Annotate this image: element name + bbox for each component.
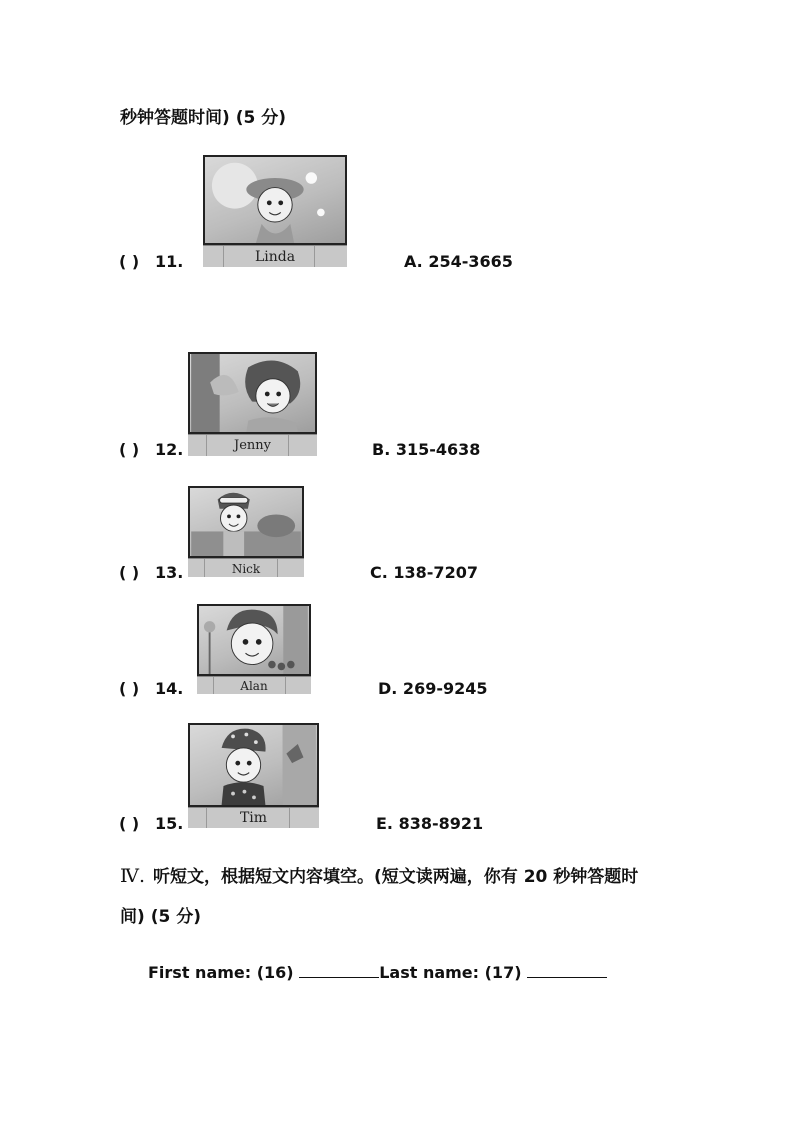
bracket-14: ( ) [119,679,140,698]
last-name-label: Last name: (17) [379,963,522,982]
bracket-12: ( ) [119,440,140,459]
girl-with-hat-illustration [205,157,345,243]
section-iv-instruction-line1: 听短文，根据短文内容填空。(短文读两遍，你有 20 秒钟答题时 [153,867,639,887]
picture-linda [203,155,347,267]
picture-tim [188,723,319,828]
picture-jenny [188,352,317,456]
picture-nick [188,486,304,577]
section-iv-instruction-line2: 间) (5 分) [120,907,201,927]
option-c: C. 138-7207 [370,563,478,582]
bracket-13: ( ) [119,563,140,582]
question-number-15: 15. [155,814,184,833]
picture-frame [188,723,319,807]
picture-name-label: Alan [197,676,311,694]
option-b: B. 315-4638 [372,440,481,459]
option-d: D. 269-9245 [378,679,488,698]
picture-name-label: Tim [188,807,319,828]
boy-smiling-illustration [199,606,309,674]
first-name-label: First name: (16) [148,963,294,982]
option-a: A. 254-3665 [404,252,513,271]
girl-waving-illustration [190,354,315,432]
question-number-12: 12. [155,440,184,459]
section-iv-instruction [120,867,638,886]
question-number-11: 11. [155,252,184,271]
picture-frame [203,155,347,245]
answer-blank-17[interactable] [527,977,607,978]
section-numeral: Ⅳ. [120,865,146,887]
bracket-11: ( ) [119,252,140,271]
picture-frame [188,486,304,558]
picture-alan [197,604,311,694]
picture-frame [197,604,311,676]
boy-with-cap-illustration [190,725,317,805]
boy-with-sunglasses-illustration [190,488,302,556]
fill-in-row [148,965,607,981]
picture-frame [188,352,317,434]
answer-blank-16[interactable] [299,977,379,978]
picture-name-label: Linda [203,245,347,267]
question-number-14: 14. [155,679,184,698]
option-e: E. 838-8921 [376,814,484,833]
section-iii-continued-text: 秒钟答题时间) (5 分) [120,108,286,128]
question-number-13: 13. [155,563,184,582]
picture-name-label: Jenny [188,434,317,456]
picture-name-label: Nick [188,558,304,577]
bracket-15: ( ) [119,814,140,833]
